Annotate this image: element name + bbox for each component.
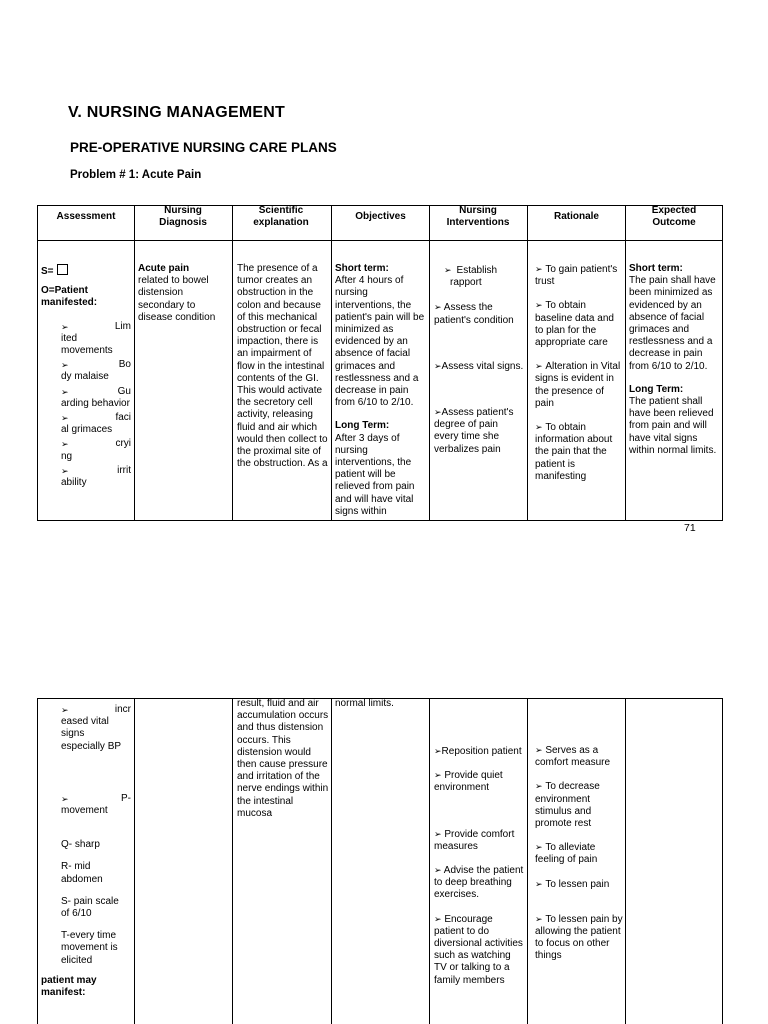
intervention-item: ➢Assess vital signs. (434, 360, 524, 372)
assessment-item: ➢ irrit ability (61, 464, 131, 489)
assessment-item: ➢ P- movement (61, 792, 131, 817)
intervention-item: ➢Reposition patient (434, 746, 522, 757)
outcome-long-title: Long Term: (629, 383, 684, 395)
outcome-short-text: The pain shall have been minimized as evidenced by an absence of facial grimaces and restlessness and a decrease in pain from 6/10 to 2/10. (629, 275, 716, 372)
rationale-item: ➢ To alleviate feeling of pain (535, 842, 598, 866)
header-nursing-diagnosis: Nursing Diagnosis (159, 205, 207, 228)
pain-quality: Q- sharp (61, 839, 100, 851)
intervention-item: ➢Assess patient's degree of pain every time she verbalizes pain (434, 407, 514, 455)
checkbox-icon (57, 264, 68, 275)
header-objectives: Objectives (355, 211, 406, 222)
rationale-item: ➢ To obtain information about the pain that the patient is manifesting (535, 422, 613, 482)
rationale-item: ➢ To obtain baseline data and to plan for the appropriate care (535, 300, 614, 349)
interventions-cell (434, 264, 524, 456)
pain-timing: T-every time movement is elicited (61, 930, 118, 966)
intervention-item: ➢ Advise the patient to deep breathing exercises. (434, 865, 524, 901)
header-rationale: Rationale (553, 211, 599, 222)
short-term-title: Short term: (335, 263, 389, 274)
subjective-label: S= (41, 266, 54, 277)
intervention-item: ➢ Provide quiet environment (434, 770, 503, 794)
problem-title: Problem # 1: Acute Pain (70, 169, 202, 181)
rationale-item: ➢ To lessen pain by allowing the patient to focus on other things (535, 913, 623, 962)
interventions-cell-continued (434, 745, 524, 987)
objectives-cell (335, 263, 427, 518)
header-nursing-interventions: Nursing Interventions (446, 205, 510, 228)
long-term-title: Long Term: (335, 420, 390, 432)
assessment-item: ➢ Bo dy malaise (61, 359, 131, 383)
outcome-cell (629, 263, 721, 457)
rationale-item: ➢ Alteration in Vital signs is evident in the presence of pain (535, 361, 621, 409)
outcome-short-title: Short term: (629, 263, 683, 274)
explanation-cell: The presence of a tumor creates an obstruction in the colon and because of this mechanical obstruction or fecal impaction, there is an impairment of flow in the intestinal contents of the GI. This would activate the secretory cell activity, releasing fluid and air which would then collect to the proximal site of the obstruction. As a (237, 263, 328, 470)
arrow-bullet-icon: ➢ (61, 321, 69, 332)
outcome-long-text: The patient shall have been relieved from pain and will have vital signs within normal limits. (629, 396, 717, 456)
intervention-item: ➢ Encourage patient to do diversional activities such as watching TV or talking to a family members (434, 913, 523, 986)
arrow-bullet-icon: ➢ (61, 413, 69, 424)
section-subheading: PRE-OPERATIVE NURSING CARE PLANS (70, 140, 337, 155)
assessment-cell (41, 264, 131, 491)
arrow-bullet-icon: ➢ (61, 360, 69, 371)
patient-may-manifest: patient may manifest: (41, 974, 97, 999)
diagnosis-title: Acute pain (138, 263, 190, 274)
diagnosis-cell (138, 263, 230, 324)
intervention-item: ➢ Provide comfort measures (434, 828, 515, 852)
pain-region: R- mid abdomen (61, 861, 103, 885)
section-heading: V. NURSING MANAGEMENT (68, 104, 285, 121)
assessment-item: ➢ Gu arding behavior (61, 385, 131, 409)
rationale-cell (535, 263, 623, 483)
intervention-item: ➢ Assess the patient's condition (434, 302, 514, 326)
rationale-item: ➢ Serves as a comfort measure (535, 745, 611, 769)
objective-label: O=Patient manifested: (41, 285, 98, 309)
page-number: 71 (684, 522, 696, 534)
arrow-bullet-icon: ➢ (61, 465, 69, 476)
rationale-cell-continued (535, 744, 623, 963)
pain-severity: S- pain scale of 6/10 (61, 895, 119, 920)
arrow-bullet-icon: ➢ (61, 439, 69, 450)
diagnosis-text: related to bowel distension secondary to disease condition (138, 275, 216, 323)
rationale-item: ➢ To decrease environment stimulus and promote rest (535, 781, 600, 830)
long-term-text: After 3 days of nursing interventions, the patient will be relieved from pain and will have vital signs within (335, 432, 415, 517)
intervention-item: ➢ Establish rapport (444, 265, 498, 289)
objectives-cell-continued: normal limits. (335, 698, 394, 709)
explanation-cell-continued: result, fluid and air accumulation occurs and thus distension occurs. This distension would then cause pressure and irritation of the nerve endings within the intestinal mucosa (237, 698, 329, 819)
short-term-text: After 4 hours of nursing interventions, the patient's pain will be minimized as evidenced by an absence of facial grimaces and restlessness and a decrease in pain from 6/10 to 2/10. (335, 275, 425, 409)
assessment-cell-continued (41, 704, 131, 999)
assessment-item: ➢ Lim ited movements (61, 320, 131, 357)
assessment-item: ➢ incr eased vital signs especially BP (61, 704, 131, 752)
header-scientific-explanation: Scientific explanation (253, 205, 309, 228)
header-assessment: Assessment (56, 211, 116, 222)
assessment-item: ➢ faci al grimaces (61, 412, 131, 436)
rationale-item: ➢ To gain patient's trust (535, 264, 618, 288)
header-expected-outcome: Expected Outcome (651, 205, 697, 228)
arrow-bullet-icon: ➢ (61, 386, 69, 397)
assessment-item: ➢ cryi ng (61, 438, 131, 462)
rationale-item: ➢ To lessen pain (535, 878, 610, 890)
